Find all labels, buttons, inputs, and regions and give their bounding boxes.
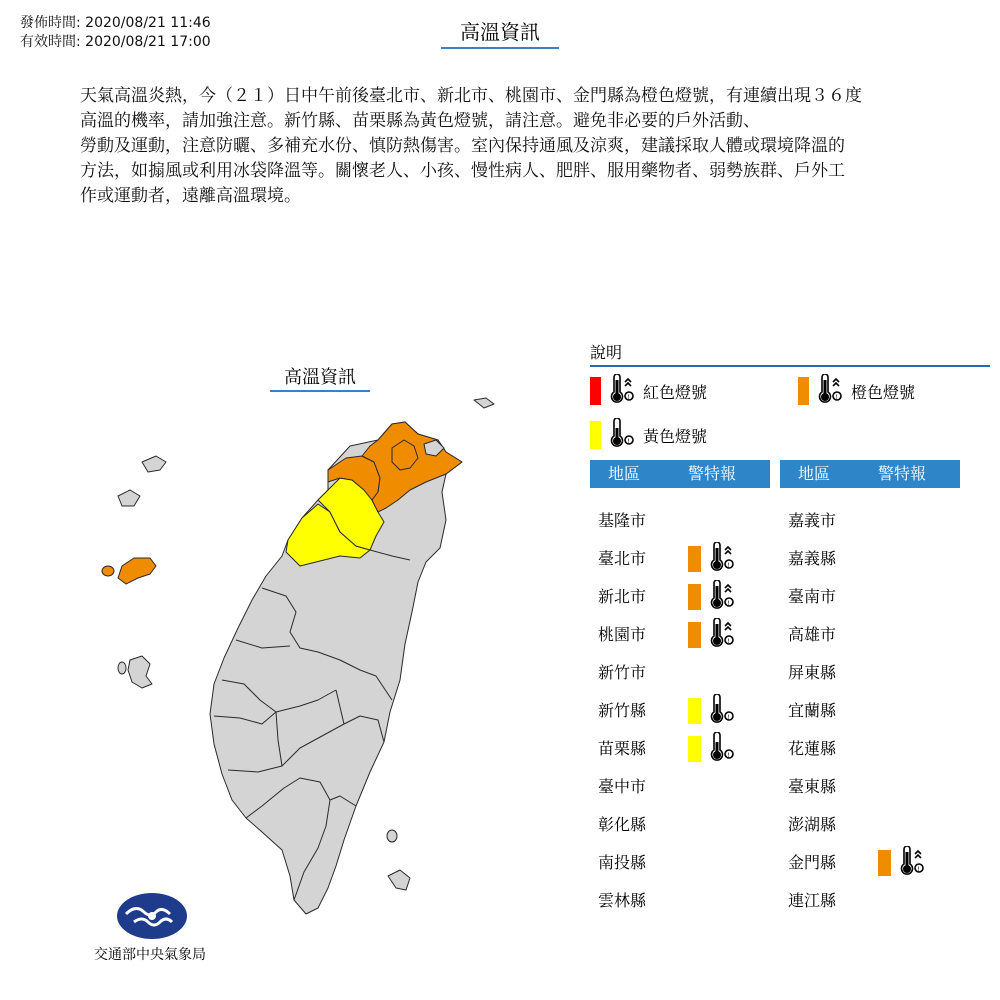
thermometer-icon xyxy=(708,694,736,729)
map-island-penghu-small xyxy=(118,662,126,674)
description-line: 勞動及運動，注意防曬、多補充水份、慎防熱傷害。室內保持通風及涼爽，建議採取人體或環境降溫的 xyxy=(80,136,845,156)
region-name: 臺東縣 xyxy=(788,777,837,796)
agency-name: 交通部中央氣象局 xyxy=(94,947,206,963)
table-row xyxy=(788,546,878,572)
region-name: 雲林縣 xyxy=(598,891,647,910)
table-row xyxy=(788,850,933,876)
table-row xyxy=(598,508,688,534)
table-row xyxy=(598,584,743,610)
valid-time: 有效時間: 2020/08/21 17:00 xyxy=(20,34,211,50)
map-island-pengjia xyxy=(474,398,494,408)
table-header-left xyxy=(590,460,770,488)
table-row xyxy=(598,774,688,800)
alert-swatch-yellow xyxy=(688,698,701,724)
region-name: 新竹縣 xyxy=(598,701,647,720)
table-row xyxy=(598,812,688,838)
region-name: 花蓮縣 xyxy=(788,739,837,758)
table-row xyxy=(788,584,878,610)
region-name: 宜蘭縣 xyxy=(788,701,837,720)
table-row xyxy=(598,888,688,914)
legend-label-red: 紅色燈號 xyxy=(643,382,708,402)
alert-swatch-orange xyxy=(688,546,701,572)
svg-text:!: ! xyxy=(727,713,730,721)
legend-swatch-orange xyxy=(798,377,809,405)
thermometer-high-icon xyxy=(708,618,736,653)
legend-swatch-red xyxy=(590,377,601,405)
region-name: 嘉義市 xyxy=(788,511,837,530)
table-row xyxy=(788,736,878,762)
map-island-kinmen xyxy=(118,558,156,584)
svg-text:!: ! xyxy=(835,394,838,401)
issue-info xyxy=(20,14,211,52)
map-island-lieyu xyxy=(102,566,114,576)
svg-text:!: ! xyxy=(727,561,730,569)
legend-divider xyxy=(590,365,990,367)
svg-text:!: ! xyxy=(627,394,630,401)
region-name: 連江縣 xyxy=(788,891,837,910)
legend-item-yellow xyxy=(590,418,707,452)
table-row xyxy=(598,698,743,724)
cwb-logo-icon xyxy=(116,892,188,940)
thermometer-icon xyxy=(608,418,636,452)
header-alert: 警特報 xyxy=(688,464,737,483)
map-island-green xyxy=(387,830,397,842)
alert-swatch-orange xyxy=(688,584,701,610)
thermometer-high-icon xyxy=(708,542,736,577)
alert-swatch-orange xyxy=(878,850,891,876)
table-row xyxy=(598,622,743,648)
header-region: 地區 xyxy=(608,464,641,483)
table-row xyxy=(788,622,878,648)
region-name: 金門縣 xyxy=(788,853,837,872)
legend-swatch-yellow xyxy=(590,421,601,449)
table-row xyxy=(788,774,878,800)
thermometer-icon xyxy=(708,732,736,767)
table-row xyxy=(788,888,878,914)
region-name: 彰化縣 xyxy=(598,815,647,834)
table-row xyxy=(598,850,688,876)
issue-time: 發佈時間: 2020/08/21 11:46 xyxy=(20,15,211,31)
region-name: 桃園市 xyxy=(598,625,647,644)
table-row xyxy=(598,660,688,686)
region-name: 臺南市 xyxy=(788,587,837,606)
legend-title: 說明 xyxy=(590,343,623,362)
map-island-matsu-north xyxy=(142,456,166,472)
svg-text:!: ! xyxy=(727,751,730,759)
description-line: 方法，如搧風或利用冰袋降溫等。關懷老人、小孩、慢性病人、肥胖、服用藥物者、弱勢族群、戶外工 xyxy=(80,161,845,181)
thermometer-high-icon xyxy=(816,374,844,408)
region-name: 臺中市 xyxy=(598,777,647,796)
table-header-right xyxy=(780,460,960,488)
header-region: 地區 xyxy=(798,464,831,483)
svg-text:!: ! xyxy=(727,637,730,645)
table-row xyxy=(788,698,878,724)
region-name: 臺北市 xyxy=(598,549,647,568)
header-alert: 警特報 xyxy=(878,464,927,483)
region-name: 嘉義縣 xyxy=(788,549,837,568)
table-row xyxy=(788,660,878,686)
thermometer-high-icon xyxy=(608,374,636,408)
page-title: 高溫資訊 xyxy=(441,18,559,49)
thermometer-high-icon xyxy=(708,580,736,615)
map-island-matsu-south xyxy=(118,490,140,506)
region-name: 澎湖縣 xyxy=(788,815,837,834)
alert-swatch-yellow xyxy=(688,736,701,762)
table-row xyxy=(788,508,878,534)
region-name: 基隆市 xyxy=(598,511,647,530)
map-title: 高溫資訊 xyxy=(270,366,370,392)
description xyxy=(80,84,920,209)
table-row xyxy=(598,736,743,762)
svg-text:!: ! xyxy=(727,599,730,607)
description-line: 作或運動者，遠離高溫環境。 xyxy=(80,186,301,206)
region-name: 高雄市 xyxy=(788,625,837,644)
svg-text:!: ! xyxy=(627,438,630,445)
description-line: 天氣高溫炎熱，今（２１）日中午前後臺北市、新北市、桃園市、金門縣為橙色燈號，有連續出現３６度 xyxy=(80,86,862,106)
legend-label-orange: 橙色燈號 xyxy=(851,382,916,402)
map-island-penghu xyxy=(128,656,152,688)
thermometer-high-icon xyxy=(898,846,926,881)
legend-label-yellow: 黃色燈號 xyxy=(643,426,708,446)
region-name: 苗栗縣 xyxy=(598,739,647,758)
region-name: 新竹市 xyxy=(598,663,647,682)
table-row xyxy=(788,812,878,838)
legend-item-red xyxy=(590,374,707,408)
legend-item-orange xyxy=(798,374,915,408)
region-name: 屏東縣 xyxy=(788,663,837,682)
region-name: 南投縣 xyxy=(598,853,647,872)
svg-text:!: ! xyxy=(917,865,920,873)
map-island-lanyu xyxy=(388,870,410,890)
description-line: 高溫的機率，請加強注意。新竹縣、苗栗縣為黃色燈號，請注意。避免非必要的戶外活動、 xyxy=(80,111,760,131)
taiwan-map xyxy=(0,380,560,940)
alert-swatch-orange xyxy=(688,622,701,648)
region-name: 新北市 xyxy=(598,587,647,606)
table-row xyxy=(598,546,743,572)
